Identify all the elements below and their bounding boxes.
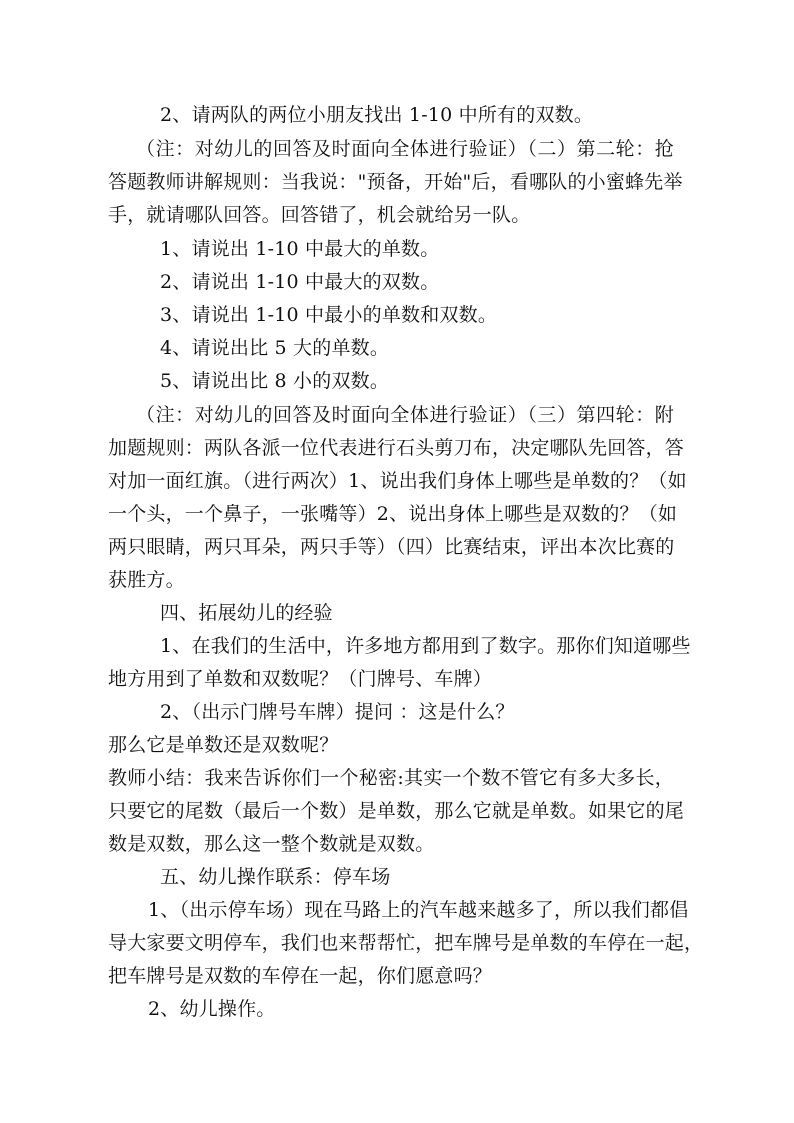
text-line: 那么它是单数还是双数呢？ xyxy=(108,734,339,756)
text-line: 教师小结：我来告诉你们一个秘密:其实一个数不管它有多大多长， xyxy=(108,767,674,789)
text-line: 5、请说出比 8 小的双数。 xyxy=(160,370,390,392)
text-line: 对加一面红旗。（进行两次）1、说出我们身体上哪些是单数的？（如 xyxy=(108,470,687,492)
text-line: 2、请说出 1-10 中最大的双数。 xyxy=(160,271,440,293)
text-line: 只要它的尾数（最后一个数）是单数，那么它就是单数。如果它的尾 xyxy=(108,800,685,822)
text-line: 地方用到了单数和双数呢？（门牌号、车牌） xyxy=(108,668,493,690)
text-line: 导大家要文明停车，我们也来帮帮忙，把车牌号是单数的车停在一起， xyxy=(108,932,704,954)
text-line: 4、请说出比 5 大的单数。 xyxy=(160,337,390,359)
section-heading: 四、拓展幼儿的经验 xyxy=(160,602,333,624)
section-heading: 五、幼儿操作联系：停车场 xyxy=(160,866,391,888)
text-line: 1、（出示停车场）现在马路上的汽车越来越多了，所以我们都倡 xyxy=(148,899,689,921)
text-line: 1、在我们的生活中，许多地方都用到了数字。那你们知道哪些 xyxy=(160,635,691,657)
text-line: 两只眼睛，两只耳朵，两只手等）（四）比赛结束，评出本次比赛的 xyxy=(108,536,675,558)
text-line: 获胜方。 xyxy=(108,569,185,591)
text-line: 加题规则：两队各派一位代表进行石头剪刀布，决定哪队先回答，答 xyxy=(108,437,685,459)
text-line: 2、（出示门牌号车牌）提问 ：这是什么？ xyxy=(160,701,515,723)
text-line: 2、请两队的两位小朋友找出 1-10 中所有的双数。 xyxy=(160,104,594,126)
text-line: 数是双数，那么这一整个数就是双数。 xyxy=(108,833,435,855)
text-line: （注：对幼儿的回答及时面向全体进行验证）（二）第二轮：抢 xyxy=(136,138,674,160)
text-line: 1、请说出 1-10 中最大的单数。 xyxy=(160,238,440,260)
text-line: 3、请说出 1-10 中最小的单数和双数。 xyxy=(160,304,498,326)
text-line: （注：对幼儿的回答及时面向全体进行验证）（三）第四轮：附 xyxy=(136,404,674,426)
text-line: 把车牌号是双数的车停在一起，你们愿意吗？ xyxy=(108,965,493,987)
text-line: 2、幼儿操作。 xyxy=(148,998,276,1020)
text-line: 手，就请哪队回答。回答错了，机会就给另一队。 xyxy=(108,204,531,226)
text-line: 答题教师讲解规则：当我说："预备，开始"后，看哪队的小蜜蜂先举 xyxy=(108,171,683,193)
text-line: 一个头，一个鼻子，一张嘴等）2、说出身体上哪些是双数的？（如 xyxy=(108,503,678,525)
